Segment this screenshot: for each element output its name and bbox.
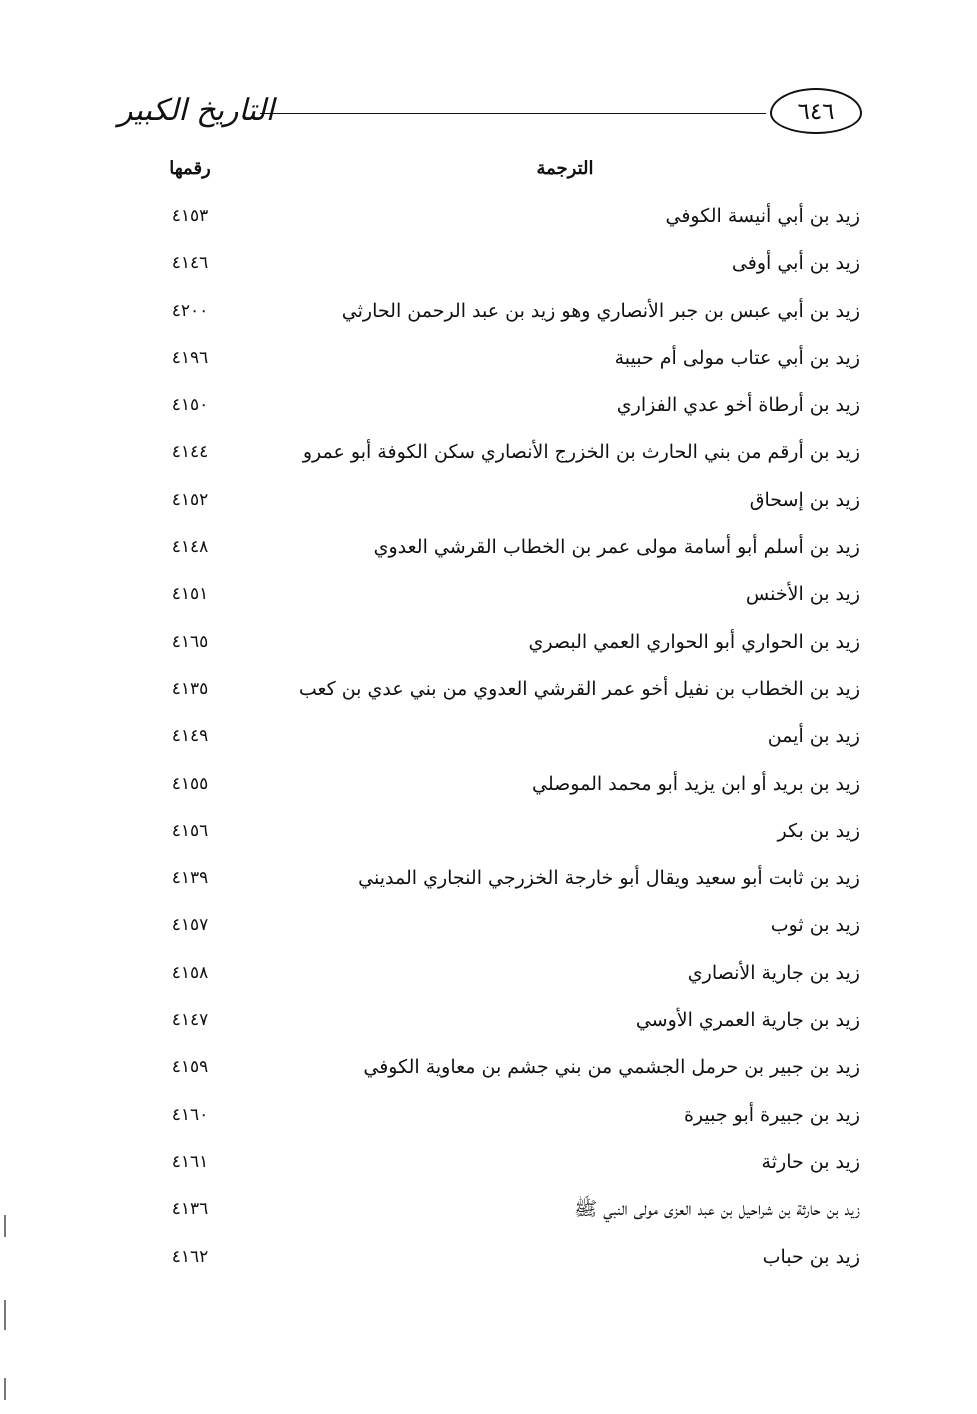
margin-mark bbox=[4, 1215, 6, 1237]
entry-name: زيد بن أبي عتاب مولى أم حبيبة bbox=[614, 346, 860, 369]
page-number: ٦٤٦ bbox=[770, 88, 862, 134]
entry-name: زيد بن الحواري أبو الحواري العمي البصري bbox=[528, 630, 860, 653]
list-item bbox=[150, 1047, 860, 1094]
entry-name: زيد بن جبيرة أبو جبيرة bbox=[683, 1103, 860, 1126]
entry-name: زيد بن أيمن bbox=[767, 725, 860, 748]
list-item bbox=[150, 953, 860, 1000]
entry-number: ٤١٦٠ bbox=[171, 1104, 209, 1125]
entry-name: زيد بن بريد أو ابن يزيد أبو محمد الموصلي bbox=[532, 772, 860, 795]
entry-name: زيد بن حباب bbox=[762, 1245, 860, 1268]
list-item bbox=[150, 291, 860, 338]
index-list bbox=[150, 196, 860, 1284]
list-item bbox=[150, 1142, 860, 1189]
entry-name: زيد بن أبي عبس بن جبر الأنصاري وهو زيد بن عبد الرحمن الحارثي bbox=[341, 299, 860, 322]
entry-name: زيد بن جبير بن حرمل الجشمي من بني جشم بن معاوية الكوفي bbox=[363, 1056, 860, 1079]
entry-number: ٤١٣٥ bbox=[171, 678, 209, 699]
entry-number: ٤١٥٢ bbox=[171, 489, 209, 510]
entry-name: زيد بن إسحاق bbox=[749, 488, 860, 511]
list-item bbox=[150, 716, 860, 763]
entry-number: ٤١٥٦ bbox=[171, 820, 209, 841]
entry-name: زيد بن حارثة bbox=[761, 1150, 860, 1173]
entry-name: زيد بن أرقم من بني الحارث بن الخزرج الأنصاري سكن الكوفة أبو عمرو bbox=[302, 441, 860, 464]
list-item bbox=[150, 432, 860, 479]
entry-number: ٤١٤٤ bbox=[171, 442, 209, 463]
entry-name: زيد بن أبي أنيسة الكوفي bbox=[665, 205, 860, 227]
entry-number: ٤١٥١ bbox=[171, 584, 209, 605]
margin-mark bbox=[4, 1378, 6, 1400]
book-title: التاريخ الكبير bbox=[118, 93, 275, 128]
entry-number: ٤١٤٧ bbox=[171, 1010, 209, 1031]
list-item bbox=[150, 574, 860, 621]
entry-name: زيد بن بكر bbox=[777, 819, 860, 842]
entry-name: زيد بن جارية العمري الأوسي bbox=[635, 1009, 860, 1032]
list-item bbox=[150, 1095, 860, 1142]
entry-name: زيد بن أرطاة أخو عدي الفزاري bbox=[616, 394, 860, 417]
entry-number: ٤١٩٦ bbox=[171, 347, 209, 368]
entry-number: ٤١٥٧ bbox=[171, 915, 209, 936]
entry-number: ٤١٥٩ bbox=[171, 1057, 209, 1078]
entry-name: زيد بن جارية الأنصاري bbox=[687, 961, 860, 984]
list-item bbox=[150, 622, 860, 669]
entry-number: ٤١٣٦ bbox=[171, 1199, 209, 1220]
list-item bbox=[150, 905, 860, 952]
entry-number: ٤١٤٨ bbox=[171, 537, 209, 558]
entry-number: ٤١٥٣ bbox=[171, 206, 209, 226]
header-rule bbox=[260, 113, 766, 114]
entry-number: ٤١٦١ bbox=[171, 1151, 209, 1172]
margin-mark bbox=[4, 1300, 6, 1330]
entry-name: زيد بن حارثة بن شراحيل بن عبد العزى مولى النبي ﷺ bbox=[574, 1198, 860, 1221]
list-item bbox=[150, 811, 860, 858]
entry-number: ٤٢٠٠ bbox=[171, 300, 209, 321]
list-item bbox=[150, 196, 860, 243]
entry-name: زيد بن أسلم أبو أسامة مولى عمر بن الخطاب القرشي العدوي bbox=[373, 536, 860, 559]
list-item bbox=[150, 243, 860, 290]
list-item bbox=[150, 669, 860, 716]
page-header bbox=[118, 88, 862, 146]
entry-number: ٤١٤٦ bbox=[171, 253, 209, 274]
entry-number: ٤١٤٩ bbox=[171, 726, 209, 747]
list-item bbox=[150, 385, 860, 432]
list-item bbox=[150, 764, 860, 811]
list-item bbox=[150, 1189, 860, 1236]
entry-number: ٤١٣٩ bbox=[171, 868, 209, 889]
entry-number: ٤١٥٠ bbox=[171, 395, 209, 416]
list-item bbox=[150, 338, 860, 385]
column-header-title: الترجمة bbox=[536, 158, 594, 179]
list-item bbox=[150, 480, 860, 527]
entry-name: زيد بن ثوب bbox=[770, 914, 860, 937]
list-item bbox=[150, 858, 860, 905]
entry-name: زيد بن الأخنس bbox=[745, 583, 860, 606]
entry-name: زيد بن الخطاب بن نفيل أخو عمر القرشي العدوي من بني عدي بن كعب bbox=[298, 677, 860, 700]
list-item bbox=[150, 527, 860, 574]
entry-name: زيد بن أبي أوفى bbox=[731, 252, 860, 275]
entry-number: ٤١٥٥ bbox=[171, 773, 209, 794]
column-header-number: رقمها bbox=[169, 158, 211, 179]
entry-number: ٤١٦٢ bbox=[171, 1246, 209, 1267]
entry-number: ٤١٥٨ bbox=[171, 962, 209, 983]
list-item bbox=[150, 1237, 860, 1284]
list-item bbox=[150, 1000, 860, 1047]
entry-number: ٤١٦٥ bbox=[171, 631, 209, 652]
entry-name: زيد بن ثابت أبو سعيد ويقال أبو خارجة الخزرجي النجاري المديني bbox=[358, 867, 860, 890]
